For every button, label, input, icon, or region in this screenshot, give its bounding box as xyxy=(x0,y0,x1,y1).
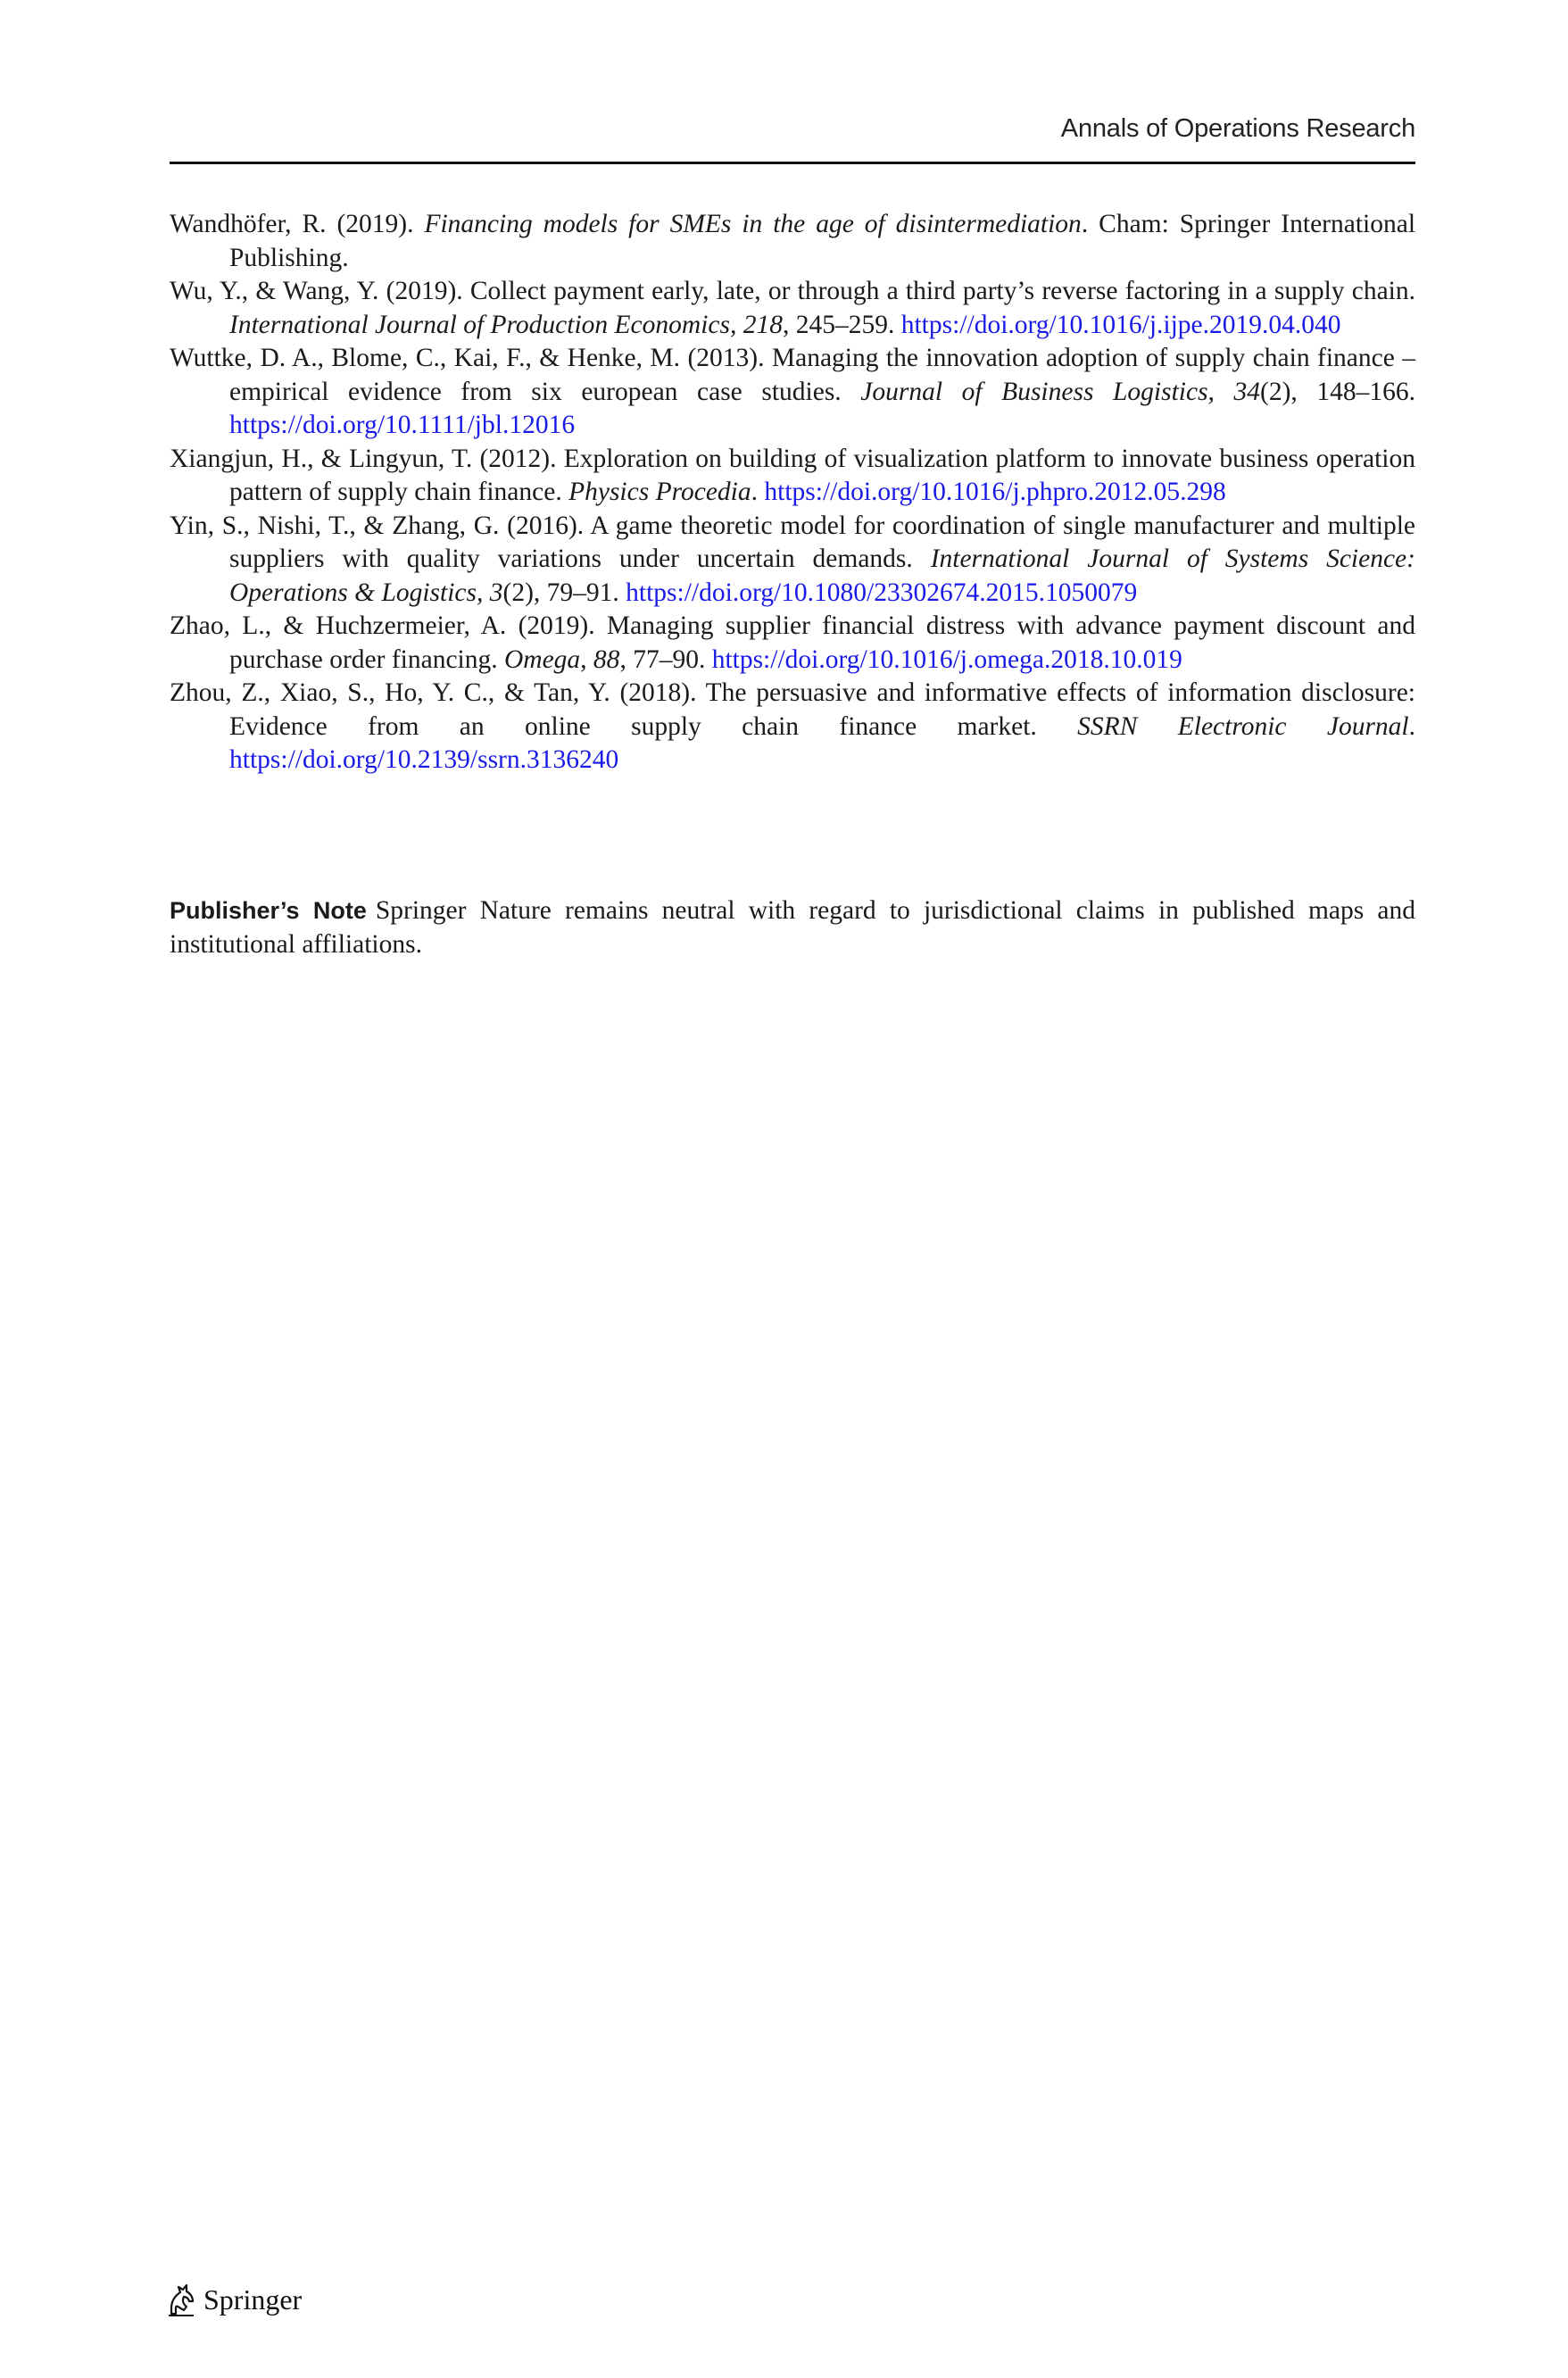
header-rule xyxy=(170,162,1415,164)
publisher-note-text: Springer Nature remains neutral with regard to jurisdictional claims in published maps and institutional affiliations. xyxy=(170,896,1416,959)
reference-item xyxy=(170,610,1415,677)
doi-link[interactable]: https://doi.org/10.1016/j.ijpe.2019.04.040 xyxy=(900,310,1341,339)
reference-details: . xyxy=(1408,711,1415,741)
reference-details: . xyxy=(751,478,765,506)
reference-journal: International Journal of Production Economics, 218 xyxy=(229,310,783,339)
reference-item xyxy=(170,208,1415,275)
reference-item xyxy=(170,443,1415,510)
reference-details: , 245–259. xyxy=(782,310,901,339)
doi-link[interactable]: https://doi.org/10.1016/j.omega.2018.10.019 xyxy=(711,644,1182,674)
reference-authors: Wu, Y., & Wang, Y. (2019). Collect payment early, late, or through a third party’s reverse factoring in a supply chain. xyxy=(170,277,1415,305)
springer-horse-icon xyxy=(166,2282,196,2317)
doi-link[interactable]: https://doi.org/10.1111/jbl.12016 xyxy=(229,411,576,439)
reference-details: . Cham: Springer International Publishing. xyxy=(229,210,1416,272)
reference-authors: Yin, S., Nishi, T., & Zhang, G. (2016). A game theoretic model for coordination of single manufacturer and multiple suppliers with quality variations under uncertain demands. xyxy=(170,511,1415,573)
running-head: Annals of Operations Research xyxy=(1060,114,1415,143)
reference-authors: Wandhöfer, R. (2019). xyxy=(170,210,425,238)
reference-journal: International Journal of Systems Science: Operations & Logistics, 3 xyxy=(229,545,1415,607)
reference-journal: SSRN Electronic Journal xyxy=(1077,711,1409,741)
reference-details: , 77–90. xyxy=(619,644,712,674)
footer-brand: Springer xyxy=(203,2282,303,2316)
doi-link[interactable]: https://doi.org/10.2139/ssrn.3136240 xyxy=(229,745,619,774)
reference-authors: Wuttke, D. A., Blome, C., Kai, F., & Henke, M. (2013). Managing the innovation adoption of supply chain finance – empirical evidence from six european case studies. xyxy=(170,344,1415,406)
reference-item xyxy=(170,342,1415,443)
reference-journal: Physics Procedia xyxy=(568,478,751,506)
reference-authors: Xiangjun, H., & Lingyun, T. (2012). Exploration on building of visualization platform to innovate business operation pattern of supply chain finance. xyxy=(170,444,1415,506)
doi-link[interactable]: https://doi.org/10.1080/23302674.2015.1050079 xyxy=(626,578,1138,607)
reference-item xyxy=(170,677,1415,777)
reference-item xyxy=(170,510,1415,611)
reference-journal: Journal of Business Logistics, 34 xyxy=(860,377,1261,406)
reference-list xyxy=(170,208,1415,777)
publisher-note xyxy=(170,894,1415,961)
reference-details: (2), 79–91. xyxy=(502,578,626,607)
publisher-note-label: Publisher’s Note xyxy=(170,897,367,924)
doi-link[interactable]: https://doi.org/10.1016/j.phpro.2012.05.298 xyxy=(764,478,1226,506)
reference-journal: Omega, 88 xyxy=(503,644,620,674)
reference-title: Financing models for SMEs in the age of disintermediation xyxy=(424,210,1082,238)
reference-authors: Zhao, L., & Huchzermeier, A. (2019). Managing supplier financial distress with advance payment discount and purchase order financing. xyxy=(170,611,1415,674)
reference-authors: Zhou, Z., Xiao, S., Ho, Y. C., & Tan, Y. (2018). The persuasive and informative effects of information disclosure: Evidence from an online supply chain finance market. xyxy=(170,678,1415,741)
reference-item xyxy=(170,275,1415,342)
reference-details: (2), 148–166. xyxy=(1260,377,1415,406)
footer-logo xyxy=(166,2282,302,2317)
